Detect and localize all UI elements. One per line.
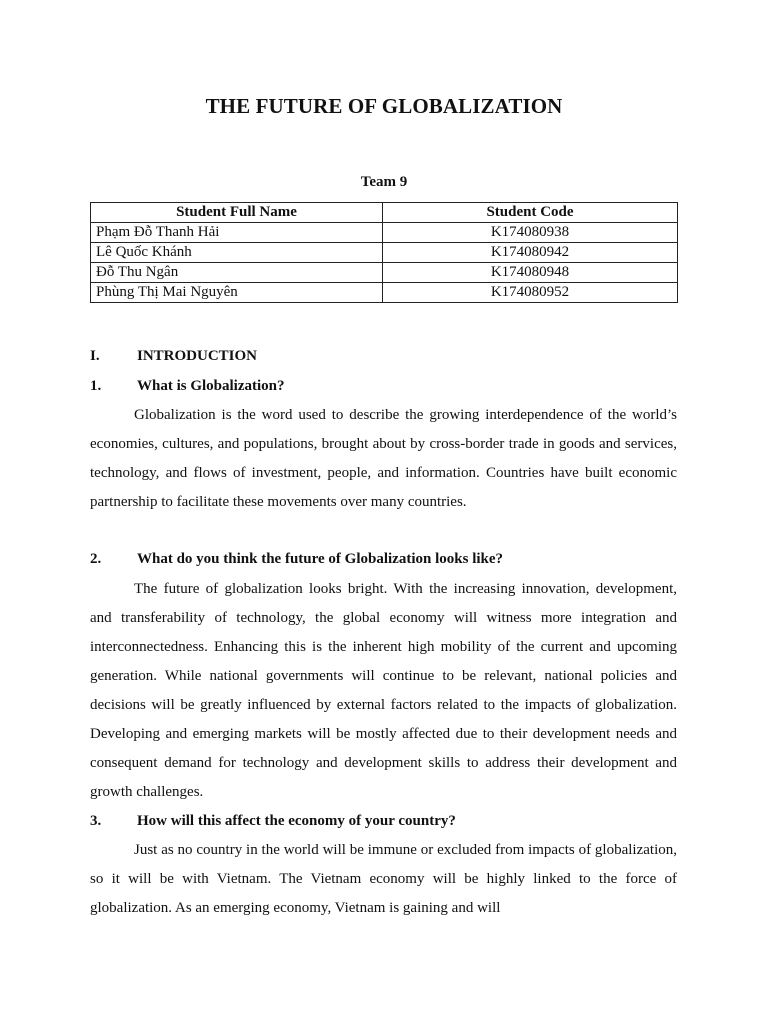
paragraph-future-of-globalization: The future of globalization looks bright. With the increasing innovation, development, and transferability of technology, the global economy will witness more integration and interconnectedness. Enhancing this is the inherent high mobility of the current and upcoming generation. While national governments will continue to be relevant, national policies and decisions will be greatly influenced by external factors related to the impacts of globalization. Developing and emerging markets will be mostly affected due to their development needs and consequent demand for technology and development skills to address their development and growth challenges. bbox=[90, 581, 677, 800]
table-row bbox=[91, 243, 678, 263]
team-label: Team 9 bbox=[360, 174, 408, 190]
question-heading-3 bbox=[90, 813, 456, 830]
section-title: INTRODUCTION bbox=[137, 348, 258, 364]
student-table bbox=[90, 202, 678, 303]
question-heading-1 bbox=[90, 378, 285, 395]
paragraph-economy-effect: Just as no country in the world will be immune or excluded from impacts of globalization, so it will be with Vietnam. The Vietnam economy will be highly linked to the force of globalization. As an emerging economy, Vietnam is gaining and will bbox=[90, 842, 677, 916]
question-title: What do you think the future of Globalization looks like? bbox=[137, 551, 504, 567]
table-header-row bbox=[91, 203, 678, 223]
section-number: I. bbox=[90, 348, 100, 364]
student-code: K174080948 bbox=[383, 263, 678, 283]
column-header-code: Student Code bbox=[383, 203, 678, 223]
table-row bbox=[91, 283, 678, 303]
student-name: Đỗ Thu Ngân bbox=[91, 263, 383, 283]
section-heading-introduction bbox=[90, 348, 257, 365]
question-title: What is Globalization? bbox=[137, 378, 285, 394]
question-heading-2 bbox=[90, 551, 503, 568]
question-title: How will this affect the economy of your country? bbox=[137, 813, 456, 829]
student-code: K174080942 bbox=[383, 243, 678, 263]
paragraph-what-is-globalization: Globalization is the word used to describe the growing interdependence of the world’s economies, cultures, and populations, brought about by cross-border trade in goods and services, technology, and flows of investment, people, and information. Countries have built economic partnership to facilitate these movements over many countries. bbox=[90, 407, 677, 510]
student-name: Phạm Đỗ Thanh Hải bbox=[91, 223, 383, 243]
column-header-name: Student Full Name bbox=[91, 203, 383, 223]
student-code: K174080938 bbox=[383, 223, 678, 243]
question-number: 2. bbox=[90, 551, 102, 567]
document-title: THE FUTURE OF GLOBALIZATION bbox=[205, 94, 563, 118]
question-number: 1. bbox=[90, 378, 102, 394]
table-row bbox=[91, 223, 678, 243]
student-name: Lê Quốc Khánh bbox=[91, 243, 383, 263]
question-number: 3. bbox=[90, 813, 102, 829]
table-row bbox=[91, 263, 678, 283]
student-name: Phùng Thị Mai Nguyên bbox=[91, 283, 383, 303]
student-code: K174080952 bbox=[383, 283, 678, 303]
